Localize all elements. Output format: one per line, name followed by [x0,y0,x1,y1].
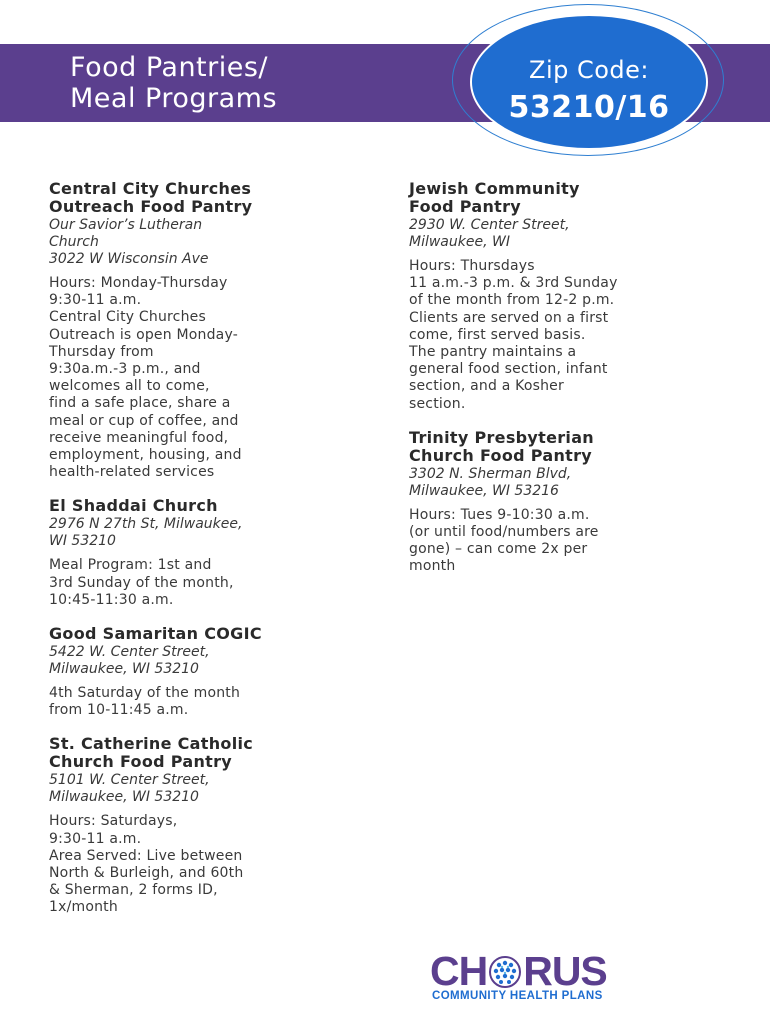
pantry-details: Hours: Thursdays 11 a.m.-3 p.m. & 3rd Sunday of the month from 12-2 p.m. Clients are served on a first come, first served basis. The pantry maintains a general food section, infant section, and a Kosher section. [409,258,618,412]
chorus-logo [430,950,730,1006]
pantry-details: 4th Saturday of the month from 10-11:45 a.m. [49,685,241,719]
pantry-entry [49,735,379,916]
pantry-entry [49,625,379,719]
logo-wordmark [430,948,607,994]
page-title-line2: Meal Programs [70,83,278,114]
pantry-entry [409,180,749,413]
pantry-details: Hours: Saturdays, 9:30-11 a.m. Area Served: Live between North & Burleigh, and 60th & Sherman, 2 forms ID, 1x/month [49,813,244,916]
pantry-entry [49,180,379,481]
pantry-name: Jewish Community Food Pantry [409,179,580,216]
pantry-name: El Shaddai Church [49,496,218,516]
pantry-details: Hours: Tues 9-10:30 a.m. (or until food/numbers are gone) – can come 2x per month [409,506,599,575]
logo-word-left: CH [430,948,488,994]
pantry-name: Good Samaritan COGIC [49,624,262,644]
pantry-entry [409,429,749,576]
zip-badge [470,14,708,150]
pantry-address: 3302 N. Sherman Blvd, Milwaukee, WI 53216 [409,465,572,499]
pantry-address: Our Savior’s Lutheran Church 3022 W Wisconsin Ave [49,217,209,267]
right-column [409,180,749,592]
pantry-name: Central City Churches Outreach Food Pantry [49,179,253,216]
pantry-name: Trinity Presbyterian Church Food Pantry [409,427,594,465]
pantry-name: St. Catherine Catholic Church Food Pantry [49,734,254,772]
page-title [70,52,277,114]
pantry-address: 5422 W. Center Street, Milwaukee, WI 53210 [49,644,210,678]
pantry-address: 2930 W. Center Street, Milwaukee, WI [409,217,570,250]
zip-value: 53210/16 [508,90,670,125]
pantry-address: 5101 W. Center Street, Milwaukee, WI 53210 [49,772,210,806]
pantry-details: Hours: Monday-Thursday 9:30-11 a.m. Central City Churches Outreach is open Monday- Thursday from 9:30a.m.-3 p.m., and welcomes all to come, find a safe place, share a meal or cup of coffee, and receive meaningful food, employment, housing, and health-related services [49,275,242,481]
logo-word-right: RUS [523,948,607,994]
people-globe-icon [489,956,521,988]
pantry-entry [49,497,379,609]
left-column [49,180,379,933]
logo-tagline: COMMUNITY HEALTH PLANS [432,990,603,1002]
pantry-address: 2976 N 27th St, Milwaukee, WI 53210 [49,516,243,550]
pantry-details: Meal Program: 1st and 3rd Sunday of the month, 10:45-11:30 a.m. [49,557,234,608]
page-title-line1: Food Pantries/ [70,52,269,83]
zip-label: Zip Code: [529,56,649,84]
